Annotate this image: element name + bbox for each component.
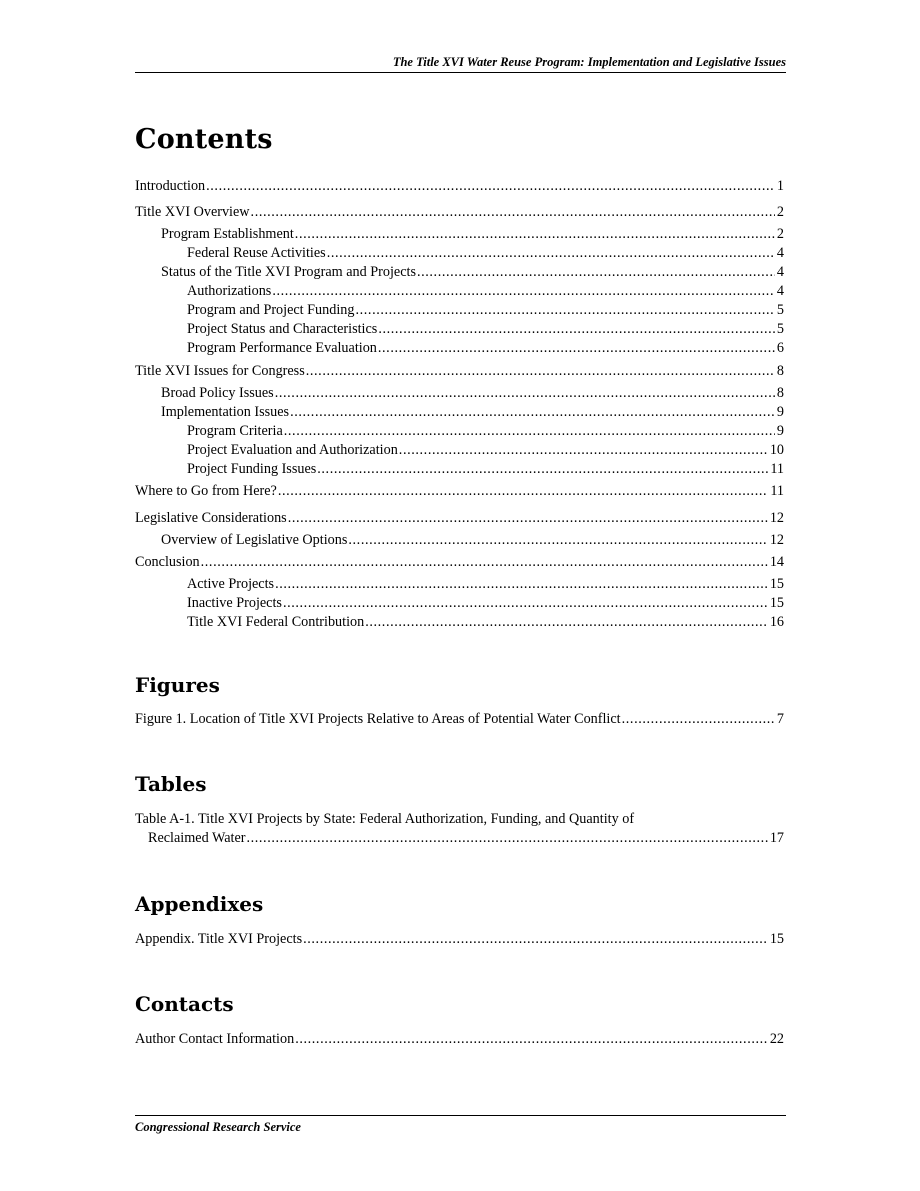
- toc-entry-broad-policy-issues[interactable]: [161, 384, 784, 403]
- toc-leader: [284, 422, 775, 441]
- toc-entry-title: Broad Policy Issues: [161, 385, 274, 401]
- toc-page-number: 4: [776, 283, 784, 299]
- toc-entry-title: Program Establishment: [161, 226, 294, 242]
- table-entry[interactable]: [135, 810, 784, 848]
- appendix-entry[interactable]: [135, 930, 784, 949]
- toc-leader: [378, 320, 775, 339]
- toc-entry-title: Program and Project Funding: [187, 302, 355, 318]
- toc-entry-project-funding-issues[interactable]: [187, 460, 784, 479]
- toc-leader: [295, 225, 775, 244]
- toc-page-number: 1: [776, 178, 784, 194]
- toc-entry-program-criteria[interactable]: [187, 422, 784, 441]
- toc-entry-title: Title XVI Federal Contribution: [187, 614, 365, 630]
- table-entry-title-line1: Table A-1. Title XVI Projects by State: Federal Authorization, Funding, and Quantity of: [135, 811, 635, 827]
- toc-leader: [275, 575, 768, 594]
- toc-leader: [290, 403, 775, 422]
- running-header: The Title XVI Water Reuse Program: Implementation and Legislative Issues: [392, 55, 786, 69]
- toc-leader: [306, 362, 775, 381]
- contacts-heading: Contacts: [135, 992, 234, 1016]
- footer-rule: [135, 1115, 786, 1116]
- toc-entry-inactive-projects[interactable]: [187, 594, 784, 613]
- toc-page-number: 15: [769, 576, 784, 592]
- contact-page-number: 22: [769, 1031, 784, 1047]
- toc-entry-title: Program Performance Evaluation: [187, 340, 377, 356]
- toc-entry-project-status[interactable]: [187, 320, 784, 339]
- toc-entry-program-establishment[interactable]: [161, 225, 784, 244]
- toc-page-number: 12: [769, 532, 784, 548]
- running-footer: Congressional Research Service: [135, 1120, 301, 1134]
- table-entry-line2: [135, 829, 784, 848]
- toc-leader: [272, 282, 775, 301]
- toc-leader: [275, 384, 775, 403]
- toc-entry-federal-contribution[interactable]: [187, 613, 784, 632]
- header-rule: [135, 72, 786, 73]
- toc-entry-introduction[interactable]: [135, 177, 784, 196]
- toc-entry-federal-reuse-activities[interactable]: [187, 244, 784, 263]
- contents-heading: Contents: [135, 124, 273, 155]
- appendix-entry-title: Appendix. Title XVI Projects: [135, 931, 303, 947]
- toc-leader: [303, 930, 768, 949]
- toc-entry-program-performance-evaluation[interactable]: [187, 339, 784, 358]
- toc-page-number: 2: [776, 204, 784, 220]
- toc-page-number: 9: [776, 423, 784, 439]
- toc-entry-title: Where to Go from Here?: [135, 483, 277, 499]
- toc-entry-legislative-options[interactable]: [161, 531, 784, 550]
- toc-entry-project-evaluation[interactable]: [187, 441, 784, 460]
- contact-entry-title: Author Contact Information: [135, 1031, 295, 1047]
- appendixes-heading: Appendixes: [135, 892, 264, 916]
- toc-page-number: 4: [776, 264, 784, 280]
- toc-entry-title: Implementation Issues: [161, 404, 290, 420]
- table-entry-title-line2: Reclaimed Water: [148, 830, 246, 846]
- toc-leader: [378, 339, 775, 358]
- toc-page-number: 6: [776, 340, 784, 356]
- toc-entry-title: Overview of Legislative Options: [161, 532, 348, 548]
- toc-page-number: 11: [770, 461, 784, 477]
- toc-entry-title: Federal Reuse Activities: [187, 245, 326, 261]
- toc-page-number: 14: [769, 554, 784, 570]
- toc-entry-implementation-issues[interactable]: [161, 403, 784, 422]
- toc-entry-title: Project Funding Issues: [187, 461, 317, 477]
- toc-entry-title: Legislative Considerations: [135, 510, 287, 526]
- figure-page-number: 7: [776, 711, 784, 727]
- toc-entry-active-projects[interactable]: [187, 575, 784, 594]
- appendix-page-number: 15: [769, 931, 784, 947]
- toc-entry-title-xvi-overview[interactable]: [135, 203, 784, 222]
- toc-page-number: 5: [776, 302, 784, 318]
- figure-entry-title: Figure 1. Location of Title XVI Projects Relative to Areas of Potential Water Conflict: [135, 711, 621, 727]
- toc-entry-title: Project Evaluation and Authorization: [187, 442, 398, 458]
- toc-leader: [417, 263, 775, 282]
- toc-entry-title: Introduction: [135, 178, 206, 194]
- toc-leader: [365, 613, 768, 632]
- toc-page-number: 16: [769, 614, 784, 630]
- toc-page-number: 12: [769, 510, 784, 526]
- toc-page-number: 15: [769, 595, 784, 611]
- toc-leader: [355, 301, 774, 320]
- toc-leader: [399, 441, 768, 460]
- toc-page-number: 2: [776, 226, 784, 242]
- toc-page-number: 11: [770, 483, 784, 499]
- toc-entry-title: Authorizations: [187, 283, 272, 299]
- toc-page-number: 4: [776, 245, 784, 261]
- toc-leader: [288, 509, 768, 528]
- toc-leader: [206, 177, 775, 196]
- toc-entry-title: Conclusion: [135, 554, 200, 570]
- toc-entry-issues-for-congress[interactable]: [135, 362, 784, 381]
- toc-leader: [283, 594, 768, 613]
- toc-entry-status-of-program[interactable]: [161, 263, 784, 282]
- toc-entry-title: Title XVI Issues for Congress: [135, 363, 305, 379]
- toc-leader: [327, 244, 775, 263]
- toc-page-number: 5: [776, 321, 784, 337]
- contact-entry[interactable]: [135, 1030, 784, 1049]
- toc-entry-title: Title XVI Overview: [135, 204, 250, 220]
- toc-leader: [251, 203, 775, 222]
- figure-entry[interactable]: [135, 710, 784, 729]
- toc-page-number: 9: [776, 404, 784, 420]
- toc-leader: [278, 482, 769, 501]
- toc-entry-title: Program Criteria: [187, 423, 283, 439]
- toc-leader: [201, 553, 768, 572]
- toc-entry-legislative-considerations[interactable]: [135, 509, 784, 528]
- toc-entry-conclusion[interactable]: [135, 553, 784, 572]
- figures-heading: Figures: [135, 673, 220, 697]
- toc-page-number: 8: [776, 363, 784, 379]
- table-page-number: 17: [769, 830, 784, 846]
- toc-leader: [317, 460, 768, 479]
- toc-page-number: 10: [769, 442, 784, 458]
- toc-leader: [246, 829, 767, 848]
- toc-leader: [622, 710, 775, 729]
- toc-entry-title: Project Status and Characteristics: [187, 321, 378, 337]
- toc-entry-title: Active Projects: [187, 576, 275, 592]
- toc-entry-authorizations[interactable]: [187, 282, 784, 301]
- tables-heading: Tables: [135, 772, 207, 796]
- toc-entry-program-and-project-funding[interactable]: [187, 301, 784, 320]
- toc-entry-title: Status of the Title XVI Program and Projects: [161, 264, 416, 280]
- toc-leader: [295, 1030, 768, 1049]
- toc-entry-title: Inactive Projects: [187, 595, 282, 611]
- toc-leader: [348, 531, 767, 550]
- toc-page-number: 8: [776, 385, 784, 401]
- toc-entry-where-to-go[interactable]: [135, 482, 784, 501]
